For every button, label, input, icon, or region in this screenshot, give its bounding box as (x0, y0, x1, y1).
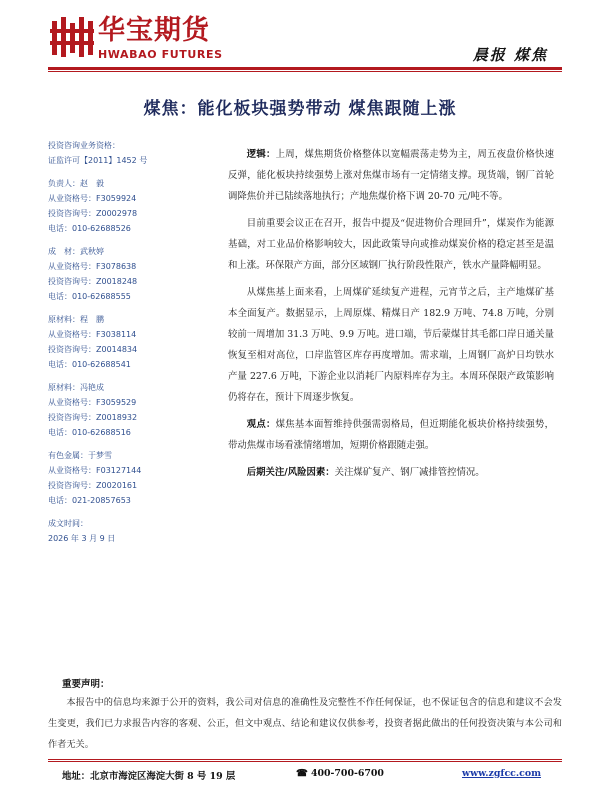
view-label: 观点： (246, 419, 276, 430)
analyst-group (48, 380, 198, 440)
footer-divider (48, 759, 562, 760)
sidebar-line: 电话：021-20857653 (48, 496, 131, 505)
paragraph-text: 关注煤矿复产、钢厂减排管控情况。 (334, 467, 485, 478)
sidebar-line: 投资咨询号：Z0018932 (48, 413, 138, 422)
footer-phone: ☎ 400-700-6700 (296, 768, 384, 779)
sidebar-line: 有色金属：于梦雪 (48, 451, 112, 460)
sidebar-line: 投资咨询号：Z0018248 (48, 277, 138, 286)
footer-website-link[interactable]: www.zgfcc.com (462, 768, 542, 779)
analyst-sidebar (48, 138, 198, 554)
sidebar-line: 从业资格号：F03127144 (48, 466, 142, 475)
hwabao-logo-icon (50, 17, 94, 57)
brand-name-cn: 华宝期货 (98, 15, 210, 46)
sidebar-line: 电话：010-62688541 (48, 360, 131, 369)
sidebar-line: 投资咨询业务资格： (48, 141, 120, 150)
date-group (48, 516, 198, 546)
fundamentals-paragraph: 从煤焦基上面来看，上周煤矿延续复产进程，元宵节之后，主产地煤矿基本全面复产。数据显示，上周原煤、精煤日产 182.9 万吨、74.8 万吨，分别较前一周增加 31.3 万吨、9.9 万吨。进口端，节后蒙煤甘其毛都口岸日通关量恢复至相对高位，口岸监管区库存再度增加。需求端，上周钢厂高炉日均铁水产量 227.6 万吨，下游企业以消耗厂内原料库存为主。本周环保限产政策影响仍将存在，预计下周逐步恢复。 (228, 287, 554, 403)
report-type: 晨报 煤焦 (472, 46, 548, 64)
policy-paragraph: 目前重要会议正在召开，报告中提及“促进物价合理回升”，煤炭作为能源基础，对工业品价格影响较大，因此政策导向或推动煤炭价格的稳定甚至是温和上涨。环保限产方面，部分区域钢厂执行阶段性限产，铁水产量降幅明显。 (228, 218, 554, 271)
sidebar-line: 电话：010-62688555 (48, 292, 131, 301)
sidebar-line: 投资咨询号：Z0020161 (48, 481, 138, 490)
sidebar-line: 从业资格号：F3059924 (48, 194, 137, 203)
sidebar-line: 电话：010-62688516 (48, 428, 131, 437)
footer-address: 地址：北京市海淀区海淀大街 8 号 19 层 (62, 771, 236, 782)
license-group (48, 138, 198, 168)
sidebar-line: 投资咨询号：Z0002978 (48, 209, 138, 218)
sidebar-line: 投资咨询号：Z0014834 (48, 345, 138, 354)
footer-divider-thin (48, 761, 562, 762)
report-date: 2026 年 3 月 9 日 (48, 534, 116, 543)
sidebar-line: 原材料：程 鹏 (48, 315, 104, 324)
logic-paragraph (228, 144, 554, 207)
sidebar-line: 证监许可【2011】1452 号 (48, 156, 148, 165)
sidebar-line: 成 材：武秋婷 (48, 247, 104, 256)
header-divider (48, 67, 562, 70)
analyst-group (48, 312, 198, 372)
sidebar-line: 成文时间： (48, 519, 88, 528)
view-paragraph (228, 414, 554, 456)
analyst-group (48, 244, 198, 304)
risk-paragraph (228, 462, 554, 483)
logic-label: 逻辑： (246, 149, 276, 160)
paragraph-text: 煤焦基本面暂维持供强需弱格局，但近期能化板块价格持续强势，带动焦煤市场看涨情绪增加，短期价格跟随走强。 (228, 419, 554, 451)
sidebar-line: 从业资格号：F3059529 (48, 398, 137, 407)
analyst-group (48, 448, 198, 508)
sidebar-line: 负责人：赵 毅 (48, 179, 104, 188)
paragraph-text: 上周，煤焦期货价格整体以宽幅震荡走势为主，周五夜盘价格快速反弹，能化板块持续强势上涨对焦煤市场有一定情绪支撑。现货端，钢厂首轮调降焦价并已陆续落地执行；产地焦煤价格下调 20-70 元/吨不等。 (228, 149, 554, 202)
report-body (228, 144, 554, 489)
risk-label: 后期关注/风险因素： (246, 467, 335, 478)
disclaimer-title: 重要声明： (62, 679, 110, 690)
disclaimer-text: 本报告中的信息均来源于公开的资料，我公司对信息的准确性及完整性不作任何保证，也不保证包含的信息和建议不会发生变更，我们已力求报告内容的客观、公正，但文中观点、结论和建议仅供参考，投资者据此做出的任何投资决策与本公司和作者无关。 (48, 697, 562, 750)
page-title: 煤焦：能化板块强势带动 煤焦跟随上涨 (143, 99, 457, 119)
analyst-group (48, 176, 198, 236)
sidebar-line: 从业资格号：F3038114 (48, 330, 137, 339)
brand-name-en: HWABAO FUTURES (98, 48, 223, 61)
sidebar-line: 从业资格号：F3078638 (48, 262, 137, 271)
sidebar-line: 电话：010-62688526 (48, 224, 131, 233)
header-divider-thin (48, 71, 562, 72)
sidebar-line: 原材料：冯艳成 (48, 383, 104, 392)
